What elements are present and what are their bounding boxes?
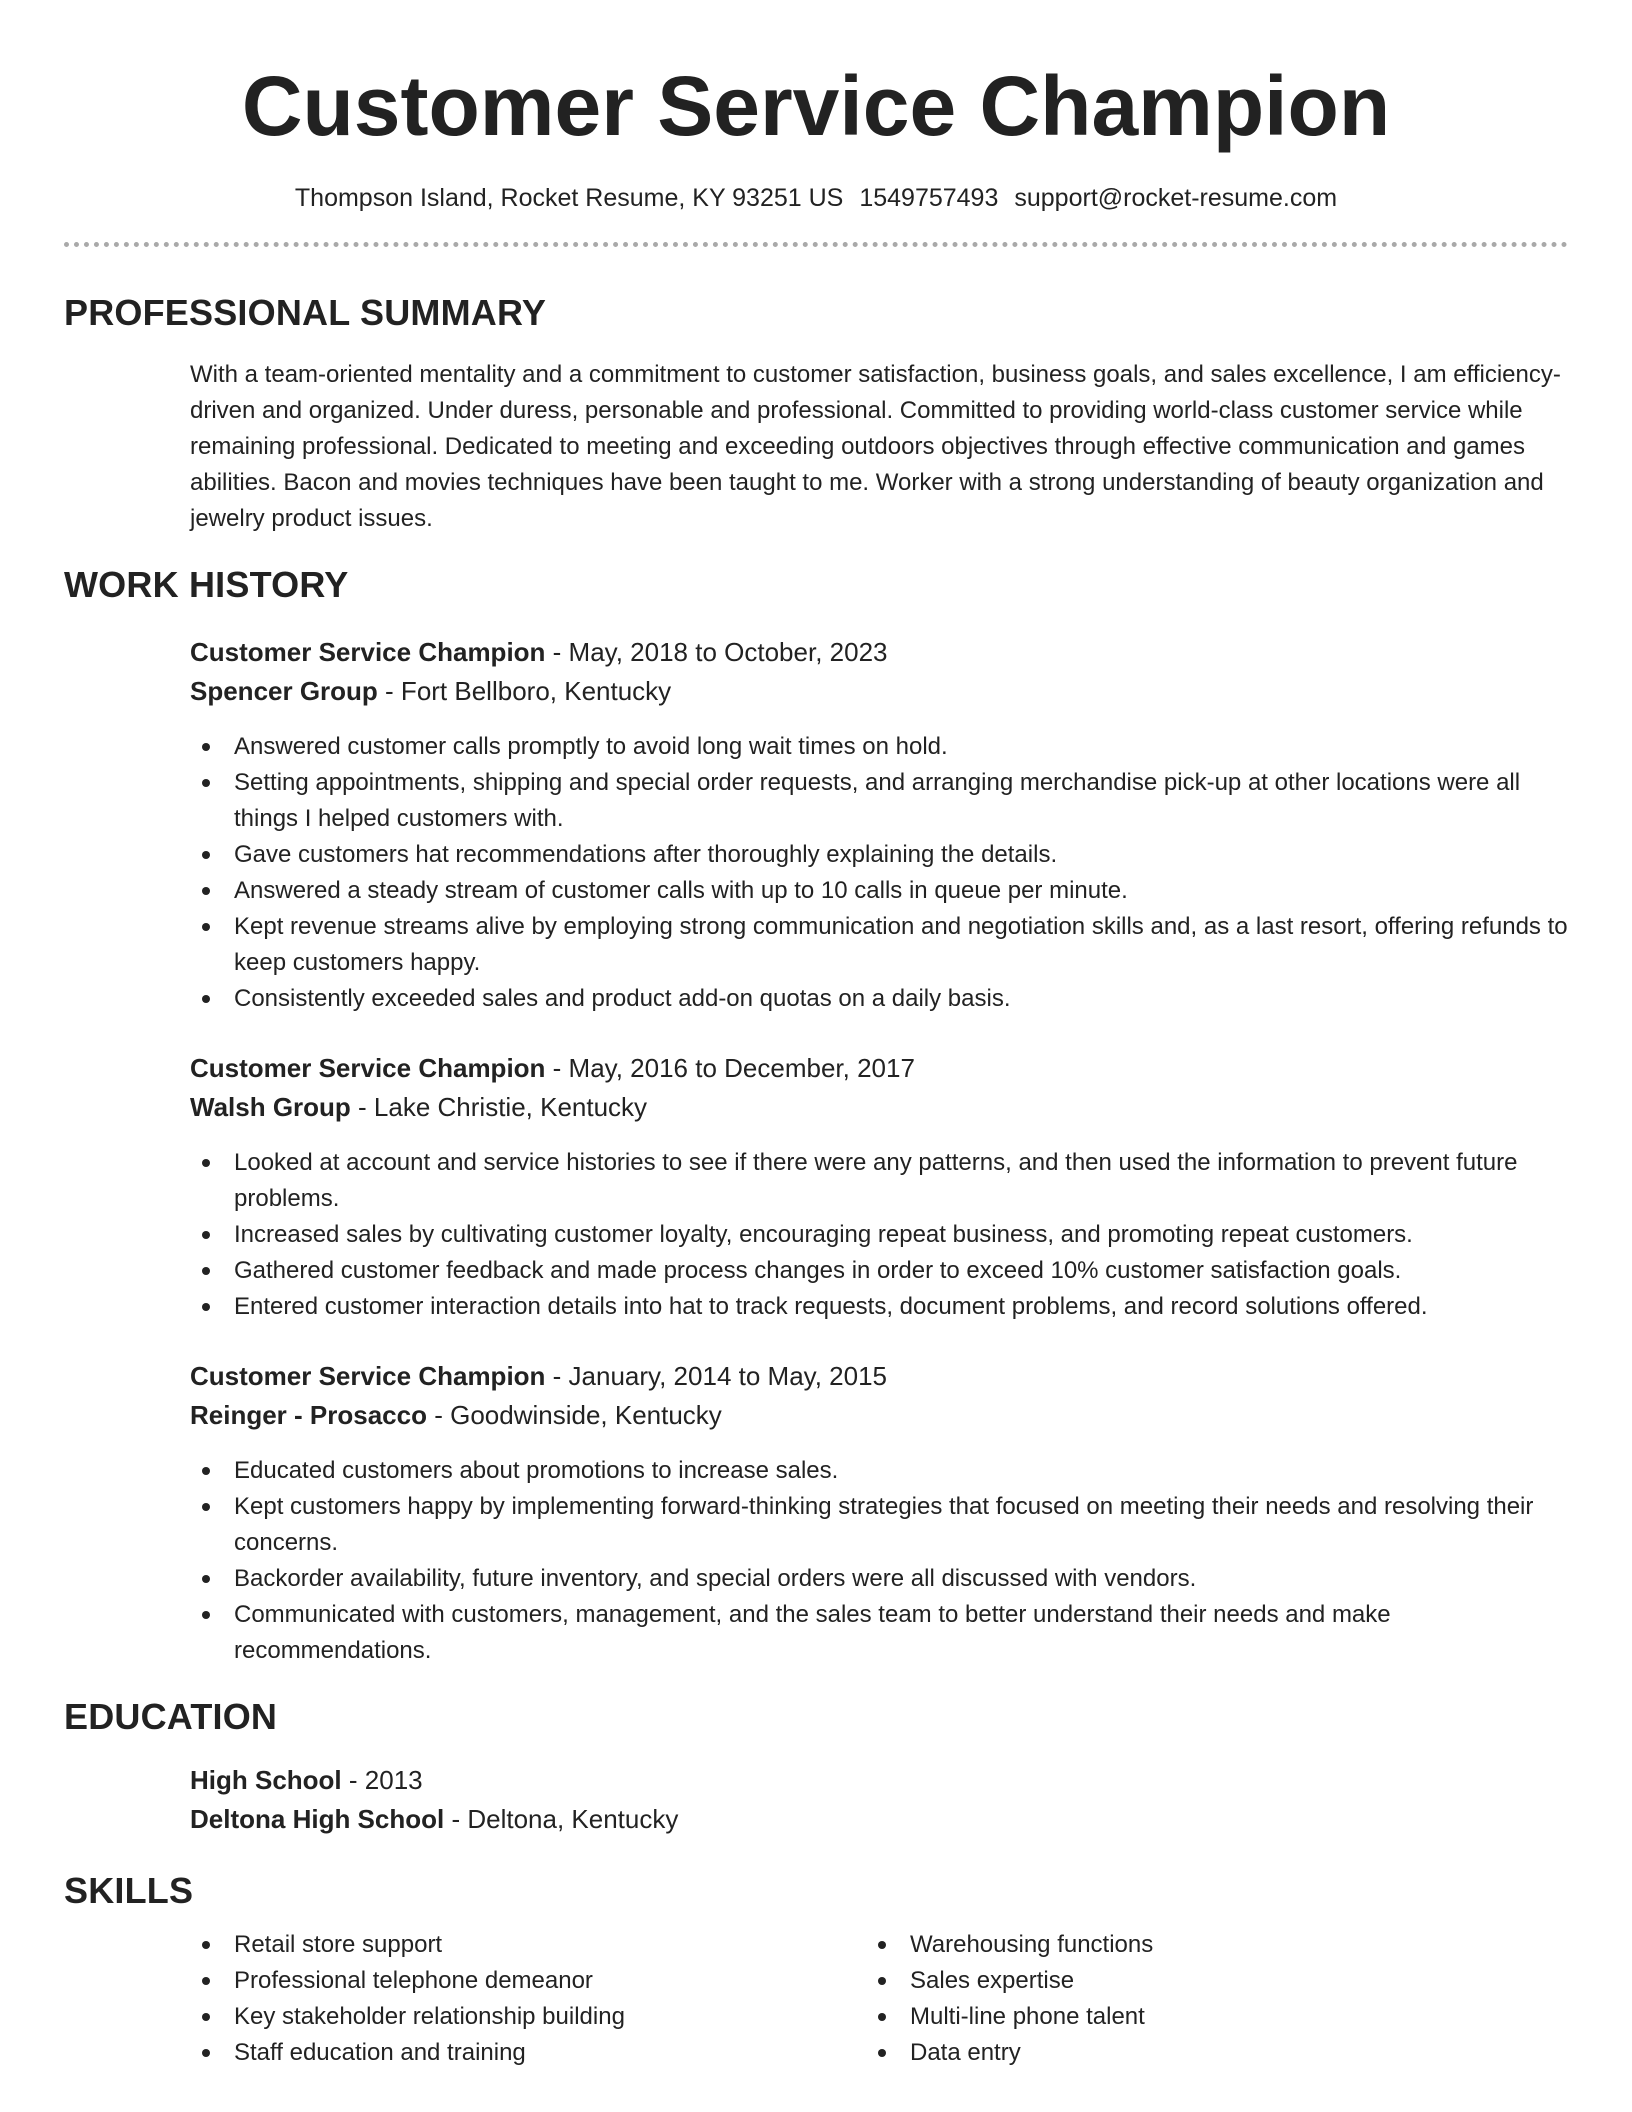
job-bullet: Setting appointments, shipping and special order requests, and arranging merchandise pick-up at other locations were all things I helped customers with. xyxy=(190,765,1568,837)
contact-line xyxy=(64,182,1568,214)
skill-item: Professional telephone demeanor xyxy=(190,1963,866,1999)
job-role: Customer Service Champion xyxy=(190,1053,546,1083)
job-company-line xyxy=(190,672,1568,711)
job-bullets xyxy=(190,729,1568,1017)
skill-item: Staff education and training xyxy=(190,2035,866,2071)
resume-page xyxy=(64,0,1568,2071)
job-bullet: Gave customers hat recommendations after thoroughly explaining the details. xyxy=(190,837,1568,873)
job-entry xyxy=(190,1357,1568,1669)
education-school-line xyxy=(190,1800,1568,1839)
header-divider xyxy=(64,242,1568,247)
education-heading: EDUCATION xyxy=(64,1696,278,1737)
education-year: - 2013 xyxy=(341,1765,423,1795)
job-title-line xyxy=(190,633,1568,672)
contact-email[interactable]: support@rocket-resume.com xyxy=(1014,184,1338,212)
job-bullets xyxy=(190,1453,1568,1669)
skill-item: Retail store support xyxy=(190,1927,866,1963)
job-title-line xyxy=(190,1357,1568,1396)
job-company-line xyxy=(190,1088,1568,1127)
job-bullet: Answered customer calls promptly to avoid long wait times on hold. xyxy=(190,729,1568,765)
skill-item: Multi-line phone talent xyxy=(866,1999,1542,2035)
skills-column-left xyxy=(190,1927,866,2071)
skills-heading: SKILLS xyxy=(64,1870,194,1911)
job-bullet: Entered customer interaction details into hat to track requests, document problems, and record solutions offered. xyxy=(190,1289,1568,1325)
job-bullets xyxy=(190,1145,1568,1325)
education-degree-line xyxy=(190,1761,1568,1800)
education-school: Deltona High School xyxy=(190,1804,445,1834)
work-history-heading: WORK HISTORY xyxy=(64,564,349,605)
job-bullet: Backorder availability, future inventory, and special orders were all discussed with vendors. xyxy=(190,1561,1568,1597)
skill-item: Warehousing functions xyxy=(866,1927,1542,1963)
skill-item: Sales expertise xyxy=(866,1963,1542,1999)
job-role: Customer Service Champion xyxy=(190,1361,546,1391)
job-company: Walsh Group xyxy=(190,1092,351,1122)
skills-list xyxy=(190,1927,1568,2071)
job-bullet: Communicated with customers, management, and the sales team to better understand their needs and make recommendations. xyxy=(190,1597,1568,1669)
job-role: Customer Service Champion xyxy=(190,637,546,667)
job-entry xyxy=(190,1049,1568,1325)
job-entry xyxy=(190,633,1568,1017)
job-bullet: Educated customers about promotions to increase sales. xyxy=(190,1453,1568,1489)
job-company: Spencer Group xyxy=(190,676,378,706)
job-bullet: Answered a steady stream of customer calls with up to 10 calls in queue per minute. xyxy=(190,873,1568,909)
education-location: - Deltona, Kentucky xyxy=(444,1804,679,1834)
education-entry xyxy=(190,1761,1568,1839)
job-bullet: Gathered customer feedback and made process changes in order to exceed 10% customer satisfaction goals. xyxy=(190,1253,1568,1289)
job-dates: - May, 2018 to October, 2023 xyxy=(545,637,888,667)
candidate-name: Customer Service Champion xyxy=(241,59,1391,153)
job-bullet: Kept customers happy by implementing forward-thinking strategies that focused on meeting their needs and resolving their concerns. xyxy=(190,1489,1568,1561)
job-company: Reinger - Prosacco xyxy=(190,1400,427,1430)
job-dates: - January, 2014 to May, 2015 xyxy=(545,1361,888,1391)
skills-column-right xyxy=(866,1927,1542,2071)
summary-heading: PROFESSIONAL SUMMARY xyxy=(64,292,547,333)
contact-address: Thompson Island, Rocket Resume, KY 93251 US xyxy=(294,184,844,212)
skill-item: Key stakeholder relationship building xyxy=(190,1999,866,2035)
job-bullet: Looked at account and service histories to see if there were any patterns, and then used the information to prevent future problems. xyxy=(190,1145,1568,1217)
job-company-line xyxy=(190,1396,1568,1435)
job-title-line xyxy=(190,1049,1568,1088)
summary-text: With a team-oriented mentality and a commitment to customer satisfaction, business goals, and sales excellence, I am efficiency-driven and organized. Under duress, personable and professional. Committed to providing world-class customer service while remaining professional. Dedicated to meeting and exceeding outdoors objectives through effective communication and games abilities. Bacon and movies techniques have been taught to me. Worker with a strong understanding of beauty organization and jewelry product issues. xyxy=(190,361,1561,532)
job-dates: - May, 2016 to December, 2017 xyxy=(545,1053,915,1083)
skill-item: Data entry xyxy=(866,2035,1542,2071)
job-bullet: Kept revenue streams alive by employing strong communication and negotiation skills and, as a last resort, offering refunds to keep customers happy. xyxy=(190,909,1568,981)
job-location: - Lake Christie, Kentucky xyxy=(350,1092,648,1122)
education-degree: High School xyxy=(190,1765,342,1795)
job-location: - Fort Bellboro, Kentucky xyxy=(377,676,672,706)
job-bullet: Consistently exceeded sales and product add-on quotas on a daily basis. xyxy=(190,981,1568,1017)
job-bullet: Increased sales by cultivating customer loyalty, encouraging repeat business, and promoting repeat customers. xyxy=(190,1217,1568,1253)
job-location: - Goodwinside, Kentucky xyxy=(426,1400,722,1430)
contact-phone: 1549757493 xyxy=(859,184,999,212)
